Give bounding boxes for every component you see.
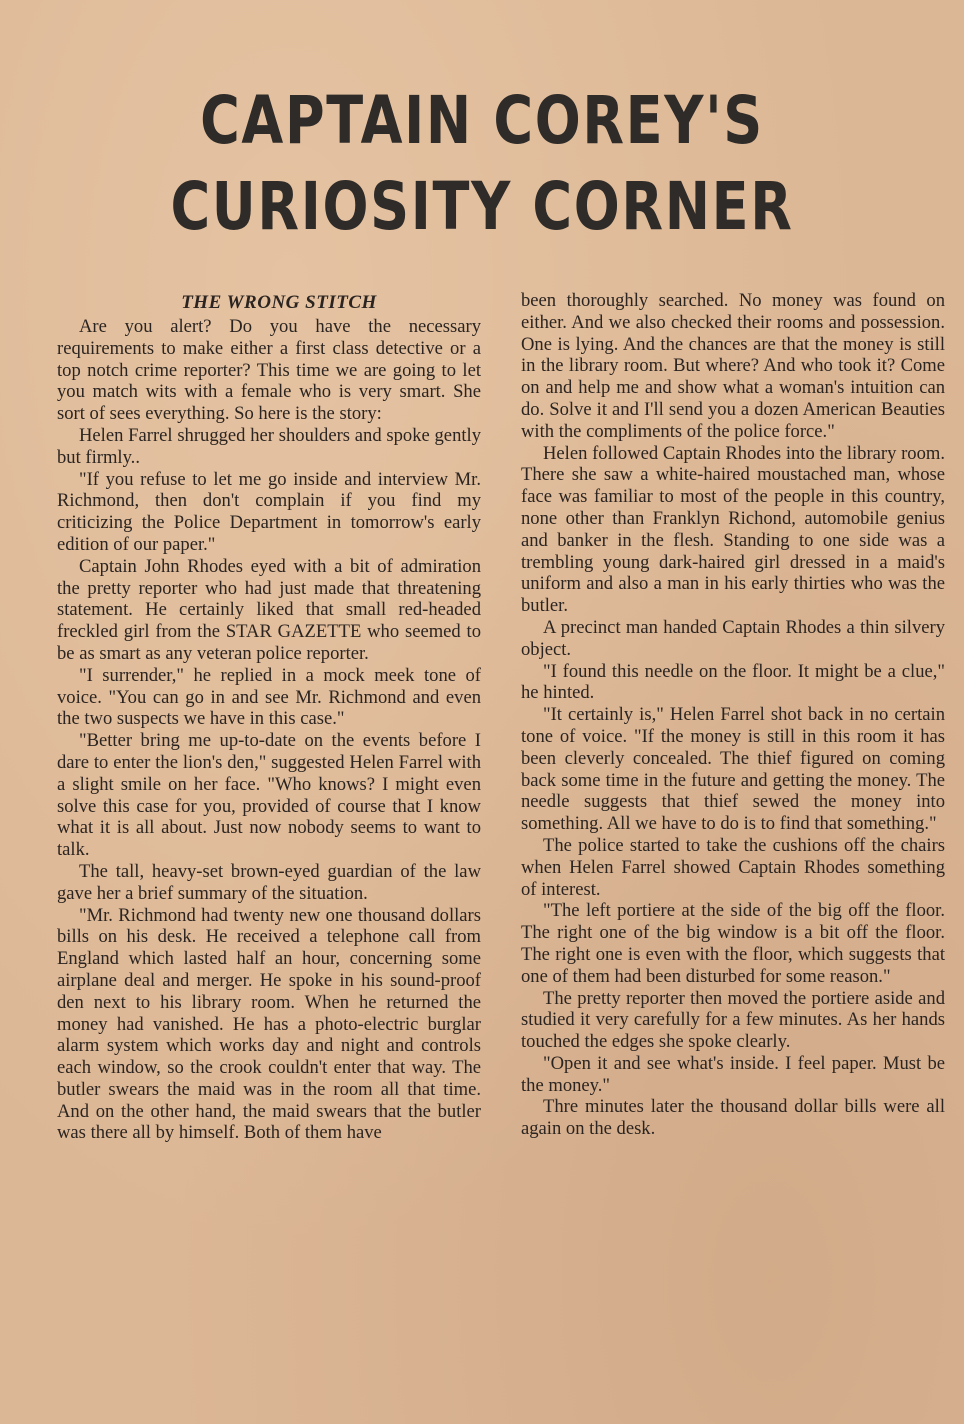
paragraph: "It certainly is," Helen Farrel shot back in no certain tone of voice. "If the money is still in this room it has been cleverly concealed. The thief figured on coming back some time in the future and getting the money. The needle suggests that thief sewed the money into something. All we have to do is to find that something." xyxy=(521,704,945,835)
paragraph-continued: been thoroughly searched. No money was found on either. And we also checked their rooms and possession. One is lying. And the chances are that the money is still in the library room. But where? And who took it? Come on and help me and show what a woman's intuition can do. Solve it and I'll send you a dozen American Beauties with the compliments of the police force." xyxy=(521,290,945,442)
paragraph: "I surrender," he replied in a mock meek tone of voice. "You can go in and see Mr. Richmond and even the two suspects we have in this case." xyxy=(57,664,481,730)
paragraph: Are you alert? Do you have the necessary requirements to make either a first class detective or a top notch crime reporter? This time we are going to let you match wits with a female who is very smart. She sort of sees everything. So here is the story: xyxy=(57,316,481,425)
paragraph: The police started to take the cushions off the chairs when Helen Farrel showed Captain Rhodes something of interest. xyxy=(521,834,945,900)
paragraph: The pretty reporter then moved the portiere aside and studied it very carefully for a few minutes. As her hands touched the edges she spoke clearly. xyxy=(521,987,945,1053)
paragraph: Captain John Rhodes eyed with a bit of admiration the pretty reporter who had just made that threatening statement. He certainly liked that small red-headed freckled girl from the STAR GAZETTE who seemed to be as smart as any veteran police reporter. xyxy=(57,555,481,664)
paragraph: Helen followed Captain Rhodes into the library room. There she saw a white-haired moustached man, whose face was familiar to most of the people in this country, none other than Franklyn Richond, automobile genius and banker in the flesh. Standing to one side was a trembling young dark-haired girl dressed in a maid's uniform and also a man in his early thirties who was the butler. xyxy=(521,442,945,617)
paragraph: "Open it and see what's inside. I feel paper. Must be the money." xyxy=(521,1052,945,1096)
paragraph: Helen Farrel shrugged her shoulders and spoke gently but firmly.. xyxy=(57,424,481,468)
title-line-2: CURIOSITY CORNER xyxy=(170,168,794,245)
page-title xyxy=(87,78,877,250)
paragraph: The tall, heavy-set brown-eyed guardian of the law gave her a brief summary of the situation. xyxy=(57,860,481,904)
title-line-1: CAPTAIN COREY'S xyxy=(200,82,764,159)
paragraph: "Better bring me up-to-date on the events before I dare to enter the lion's den," suggested Helen Farrel with a slight smile on her face. "Who knows? I might even solve this case for you, provided of course that I know what it is all about. Just now nobody seems to want to talk. xyxy=(57,730,481,861)
paragraph: "Mr. Richmond had twenty new one thousand dollars bills on his desk. He received a telephone call from England which lasted half an hour, concerning some airplane deal and merger. He spoke in his sound-proof den next to his library room. When he returned the money had vanished. He has a photo-electric burglar alarm system which works day and night and controls each window, so the crook couldn't enter that way. The butler swears the maid was in the room all that time. And on the other hand, the maid swears that the butler was there all by himself. Both of them have xyxy=(57,904,481,1144)
paragraph: A precinct man handed Captain Rhodes a thin silvery object. xyxy=(521,616,945,660)
paragraph: "The left portiere at the side of the big off the floor. The right one of the big window is a bit off the floor. The right one is even with the floor, which suggests that one of them had been disturbed for some reason." xyxy=(521,900,945,987)
paragraph: "I found this needle on the floor. It might be a clue," he hinted. xyxy=(521,660,945,704)
left-column xyxy=(57,290,481,1144)
right-column xyxy=(521,290,945,1140)
paragraph: "If you refuse to let me go inside and interview Mr. Richmond, then don't complain if you find my criticizing the Police Department in tomorrow's early edition of our paper." xyxy=(57,468,481,555)
story-title: THE WRONG STITCH xyxy=(181,292,377,313)
paragraph: Thre minutes later the thousand dollar bills were all again on the desk. xyxy=(521,1096,945,1140)
